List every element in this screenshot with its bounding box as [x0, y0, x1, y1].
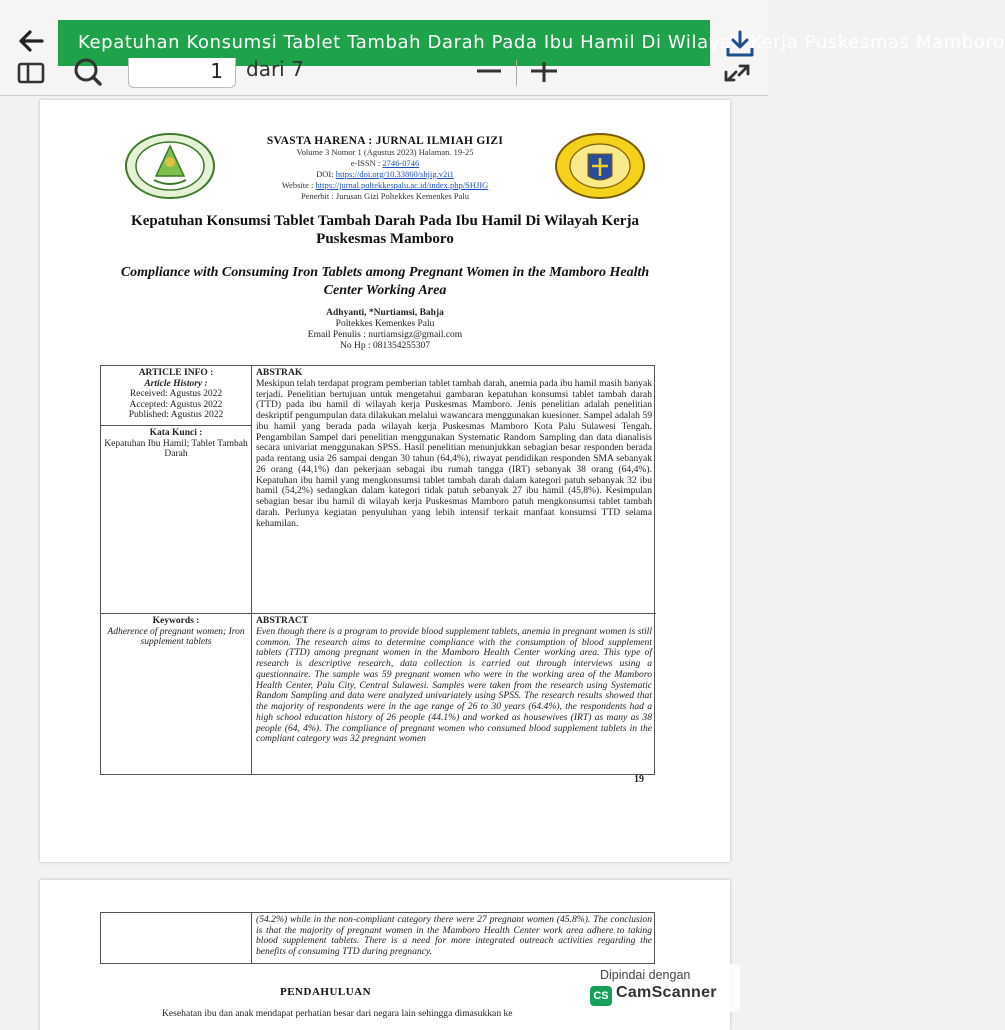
eissn-link[interactable]: 2746-0746: [382, 158, 420, 168]
section-first-line: Kesehatan ibu dan anak mendapat perhatian besar dari negara lain sehingga dimasukkan ke: [162, 1008, 513, 1019]
article-title-en: Compliance with Consuming Iron Tablets among Pregnant Women in the Mamboro Health Center Working Area: [120, 265, 650, 298]
journal-eissn: [200, 158, 570, 169]
zoom-out-icon[interactable]: [474, 62, 504, 88]
journal-header: [40, 100, 730, 200]
journal-website: [200, 180, 570, 191]
page-number-input[interactable]: 1: [128, 58, 236, 88]
website-label: Website :: [281, 180, 316, 190]
abstract-section: [252, 614, 656, 776]
abstract-table-left-cell: [101, 913, 252, 963]
toolbar-divider: [516, 60, 517, 86]
poltekkes-logo-icon: [554, 132, 646, 205]
author-names: Adhyanti, *Nurtiamsi, Bahja: [326, 308, 444, 318]
article-info-cell: [101, 366, 251, 426]
abstract-text-continued: (54.2%) while in the non-compliant category there were 27 pregnant women (45.8%). The conclusion is that the majority of pregnant women in the Mamboro Health Center work area adhere to taking blood supplement tablets. There is a need for more integrated outreach activities regarding the benefits of consuming TTD during pregnancy.: [256, 914, 652, 958]
author-block: [200, 308, 570, 352]
abstrak-heading: ABSTRAK: [256, 367, 303, 378]
journal-publisher: Penerbit : Jurusan Gizi Poltekkes Kemenkes Palu: [300, 191, 470, 201]
search-icon[interactable]: [72, 62, 106, 88]
keywords-cell: [101, 614, 251, 776]
expand-icon[interactable]: [722, 62, 752, 88]
author-affiliation: Poltekkes Kemenkes Palu: [335, 319, 435, 329]
zoom-in-icon[interactable]: [528, 62, 560, 88]
article-history-label: Article History :: [144, 378, 208, 389]
arrow-left-icon[interactable]: [14, 26, 48, 60]
app-header: [0, 0, 1005, 96]
page-total-label: dari 7: [246, 57, 304, 81]
website-link[interactable]: https://jurnal.poltekkespalu.ac.id/index.php/SHJIG: [315, 180, 489, 190]
doi-label: DOI:: [316, 169, 336, 179]
page-number: 19: [634, 774, 644, 785]
published-date: Published: Agustus 2022: [128, 410, 224, 420]
abstrak-section: [252, 366, 656, 614]
keywords-value: Adherence of pregnant women; Iron supplement tablets: [107, 626, 245, 647]
article-title-id: Kepatuhan Konsumsi Tablet Tambah Darah Pada Ibu Hamil Di Wilayah Kerja Puskesmas Mamboro: [131, 213, 639, 247]
article-info-column: [101, 366, 252, 774]
scanned-with-label: Dipindai dengan: [600, 968, 691, 982]
author-phone: No Hp : 081354255307: [340, 341, 430, 351]
document-title: Kepatuhan Konsumsi Tablet Tambah Darah Pada Ibu Hamil Di Wilayah Kerja Puskesmas Mamboro: [58, 20, 710, 66]
pdf-page-1: [40, 100, 730, 862]
camscanner-logo-icon: CS: [590, 986, 612, 1006]
article-info-heading: ARTICLE INFO :: [138, 368, 214, 378]
journal-name: SVASTA HARENA : JURNAL ILMIAH GIZI: [266, 135, 504, 147]
eissn-label: e-ISSN :: [350, 158, 383, 168]
download-icon[interactable]: [720, 24, 760, 64]
author-email: Email Penulis : nurtiamsigz@gmail.com: [307, 330, 463, 340]
abstract-heading: ABSTRACT: [256, 615, 309, 626]
section-heading: PENDAHULUAN: [280, 986, 372, 998]
sidebar-icon[interactable]: [16, 62, 46, 88]
camscanner-watermark: [584, 964, 740, 1012]
journal-doi: [200, 169, 570, 180]
kata-kunci-cell: [101, 426, 251, 614]
kata-kunci-heading: Kata Kunci :: [149, 428, 203, 438]
journal-volume: Volume 3 Nomor 1 (Agustus 2023) Halaman. 19-25: [296, 147, 474, 157]
keywords-heading: Keywords :: [152, 616, 200, 626]
received-date: Received: Agustus 2022: [129, 389, 223, 399]
accepted-date: Accepted: Agustus 2022: [129, 399, 223, 410]
journal-meta: [200, 136, 570, 202]
abstract-text: Even though there is a program to provide blood supplement tablets, anemia in pregnant women is still common. The research aims to determine compliance with the consumption of blood supplement tablets (TTD) among pregnant women in the Mamboro Health Center working area. This type of research is descriptive research, data collection is carried out through interviews using a questionnaire. The sample was 59 pregnant women who were in the working area of the Mamboro Health Center, Palu City, Central Sulawesi. Samples were taken from the research using Systematic Random Sampling and data were analyzed univariately using SPSS. The research results showed that the majority of respondents were in the age range of 26 to 30 years (64.4%), the respondents had a high school education history of 26 people (44.1%) and worked as housewives (IRT) as many as 38 people (64, 4%). The compliance of pregnant women who consumed blood supplement tablets in the compliant category was 32 pregnant women: [256, 625, 652, 745]
camscanner-brand: CamScanner: [616, 984, 717, 1001]
abstract-table: [100, 365, 655, 775]
abstrak-text: Meskipun telah terdapat program pemberian tablet tambah darah, anemia pada ibu hamil masih banyak terjadi. Penelitian bertujuan untuk mengetahui gambaran kepatuhan konsumsi tablet tambah darah (TTD) pada ibu hamil di wilayah kerja Puskesmas Mamboro. Jenis penelitian adalah penelitian deskriptif pengumpulan data dilakukan melalui wawancara menggunakan kuesioner. Sampel adalah 59 ibu hamil yang berada pada wilayah kerja Puskesmas Mamboro Kota Palu Sulawesi Tengah. Pengambilan Sampel dari penelitian menggunakan Systematic Random Sampling dan data dianalisis secara univariat menggunakan SPSS. Hasil penelitian menunjukkan sebagian besar responden berada pada rentang usia 26 sampai dengan 30 tahun (64,4%), riwayat pendidikan responden SMA sebanyak 26 orang (44,1%) dan pekerjaan sebagai ibu rumah tangga (IRT) sebanyak 38 orang (64,4%). Kepatuhan ibu hamil yang mengkonsumsi tablet tambah darah dalam kategori patuh sebanyak 32 ibu hamil (54,2%) sedangkan dalam kategori tidak patuh sebanyak 27 ibu hamil (45,8%). Kesimpulan sebagian besar ibu hamil di wilayah kerja Puskesmas Mamboro patuh mengkonsumsi tablet tambah darah. Perlunya kegiatan penyuluhan yang lebih intensif terkait manfaat konsumsi TTD selama kehamilan.: [256, 377, 652, 529]
abstract-table-continued: [100, 912, 655, 964]
kata-kunci-value: Kepatuhan Ibu Hamil; Tablet Tambah Darah: [104, 438, 248, 459]
doi-link[interactable]: https://doi.org/10.33860/shjig.v2i1: [335, 169, 454, 179]
